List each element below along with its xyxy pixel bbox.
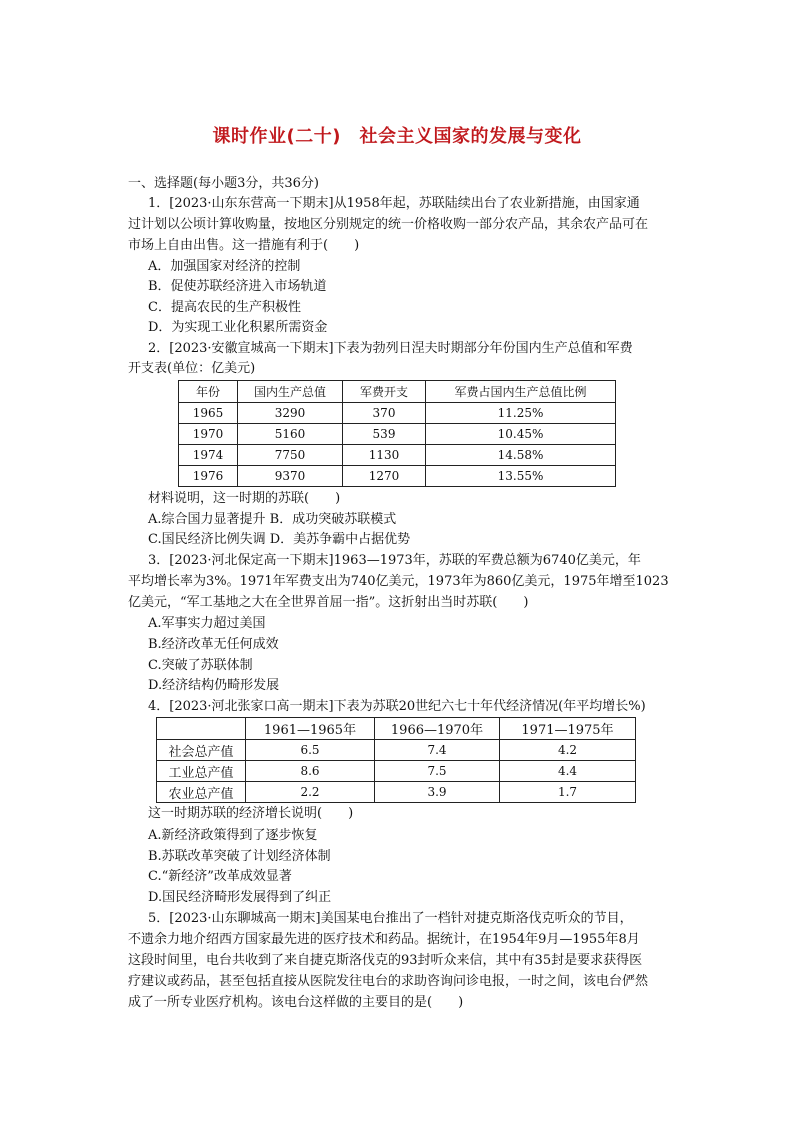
- question-4-stem: 这一时期苏联的经济增长说明( ): [148, 806, 354, 821]
- table-cell: 2.2: [246, 782, 375, 803]
- table-cell: 539: [343, 424, 426, 445]
- question-2-line-2: 开支表(单位：亿美元): [128, 361, 256, 376]
- table-cell: 1130: [343, 445, 426, 466]
- question-5-line-1: 5．[2023·山东聊城高一期末]美国某电台推出了一档针对捷克斯洛伐克听众的节目，: [148, 911, 633, 926]
- table-cell: 9370: [238, 466, 343, 487]
- table-cell: 1970: [179, 424, 238, 445]
- table-cell: 7.5: [375, 761, 500, 782]
- question-3-option-c: C.突破了苏联体制: [148, 658, 253, 673]
- table-cell: 11.25%: [426, 403, 616, 424]
- table-header: 1966—1970年: [375, 718, 500, 740]
- table-cell: 13.55%: [426, 466, 616, 487]
- question-1-line-2: 过计划以公顷计算收购量，按地区分别规定的统一价格收购一部分农产品，其余农产品可在: [128, 217, 649, 232]
- table-header: 军费占国内生产总值比例: [426, 381, 616, 403]
- question-4-line-1: 4．[2023·河北张家口高一期末]下表为苏联20世纪六七十年代经济情况(年平均增长%): [148, 699, 646, 714]
- question-4-option-b: B.苏联改革突破了计划经济体制: [148, 849, 331, 864]
- table-cell: 14.58%: [426, 445, 616, 466]
- table-row: [179, 403, 616, 424]
- section-heading: 一、选择题(每小题3分，共36分): [128, 176, 319, 191]
- question-1-option-c: C．提高农民的生产积极性: [148, 300, 301, 315]
- table-header: 1971—1975年: [500, 718, 636, 740]
- table-header: 军费开支: [343, 381, 426, 403]
- page-title: 课时作业(二十) 社会主义国家的发展与变化: [212, 126, 582, 147]
- question-1-line-3: 市场上自由出售。这一措施有利于( ): [128, 238, 360, 253]
- table-header: 1961—1965年: [246, 718, 375, 740]
- question-3-line-1: 3．[2023·河北保定高一下期末]1963—1973年，苏联的军费总额为6740亿美元，年: [148, 553, 641, 568]
- question-3-option-a: A.军事实力超过美国: [148, 616, 266, 631]
- table-cell: 1965: [179, 403, 238, 424]
- table-cell: 4.2: [500, 740, 636, 761]
- table-cell: 1976: [179, 466, 238, 487]
- question-1-line-1: 1．[2023·山东东营高一下期末]从1958年起，苏联陆续出台了农业新措施，由国家通: [148, 196, 640, 211]
- table-header-row: [179, 381, 616, 403]
- table-row: [179, 445, 616, 466]
- table-cell: 1270: [343, 466, 426, 487]
- table-cell: 10.45%: [426, 424, 616, 445]
- table-cell: 社会总产值: [157, 740, 246, 761]
- table-cell: 3290: [238, 403, 343, 424]
- question-3-option-d: D.经济结构仍畸形发展: [148, 678, 280, 693]
- question-2-stem: 材料说明，这一时期的苏联( ): [148, 491, 341, 506]
- question-5-line-4: 疗建议或药品，甚至包括直接从医院发往电台的求助咨询问诊电报，一时之间，该电台俨然: [128, 974, 649, 989]
- question-4-option-c: C.“新经济”改革成效显著: [148, 869, 292, 884]
- table-cell: 1.7: [500, 782, 636, 803]
- table-cell: 7.4: [375, 740, 500, 761]
- question-1-option-b: B．促使苏联经济进入市场轨道: [148, 279, 327, 294]
- question-1-option-d: D．为实现工业化积累所需资金: [148, 320, 328, 335]
- table-cell: 3.9: [375, 782, 500, 803]
- table-cell: 5160: [238, 424, 343, 445]
- question-5-line-3: 这段时间里，电台共收到了来自捷克斯洛伐克的93封听众来信，其中有35封是要求获得医: [128, 953, 643, 968]
- table-cell: 工业总产值: [157, 761, 246, 782]
- table-header: 国内生产总值: [238, 381, 343, 403]
- question-2-line-1: 2．[2023·安徽宣城高一下期末]下表为勃列日涅夫时期部分年份国内生产总值和军费: [148, 341, 633, 356]
- table-row: [157, 740, 636, 761]
- table-cell: 农业总产值: [157, 782, 246, 803]
- question-5-line-2: 不遗余力地介绍西方国家最先进的医疗技术和药品。据统计，在1954年9月—1955年8月: [128, 932, 640, 947]
- table-header-row: [157, 718, 636, 740]
- table-cell: 1974: [179, 445, 238, 466]
- table-row: [179, 466, 616, 487]
- table-header: [157, 718, 246, 740]
- question-3-line-2: 平均增长率为3%。1971年军费支出为740亿美元，1973年为860亿美元，1975年增至1023: [128, 574, 669, 589]
- table-row: [157, 761, 636, 782]
- question-4-option-d: D.国民经济畸形发展得到了纠正: [148, 890, 332, 905]
- question-3-option-b: B.经济改革无任何成效: [148, 637, 279, 652]
- question-5-line-5: 成了一所专业医疗机构。该电台这样做的主要目的是( ): [128, 995, 464, 1010]
- question-2-options-cd: C.国民经济比例失调 D．美苏争霸中占据优势: [148, 532, 411, 547]
- table-cell: 4.4: [500, 761, 636, 782]
- soviet-growth-table: [156, 717, 636, 803]
- table-cell: 8.6: [246, 761, 375, 782]
- gdp-military-table: [178, 380, 616, 487]
- question-1-option-a: A．加强国家对经济的控制: [148, 259, 301, 274]
- table-row: [157, 782, 636, 803]
- table-cell: 370: [343, 403, 426, 424]
- table-cell: 7750: [238, 445, 343, 466]
- question-2-options-ab: A.综合国力显著提升 B．成功突破苏联模式: [148, 512, 397, 527]
- table-header: 年份: [179, 381, 238, 403]
- table-cell: 6.5: [246, 740, 375, 761]
- question-4-option-a: A.新经济政策得到了逐步恢复: [148, 828, 318, 843]
- question-3-line-3: 亿美元，“军工基地之大在全世界首屈一指”。这折射出当时苏联( ): [128, 595, 529, 610]
- table-row: [179, 424, 616, 445]
